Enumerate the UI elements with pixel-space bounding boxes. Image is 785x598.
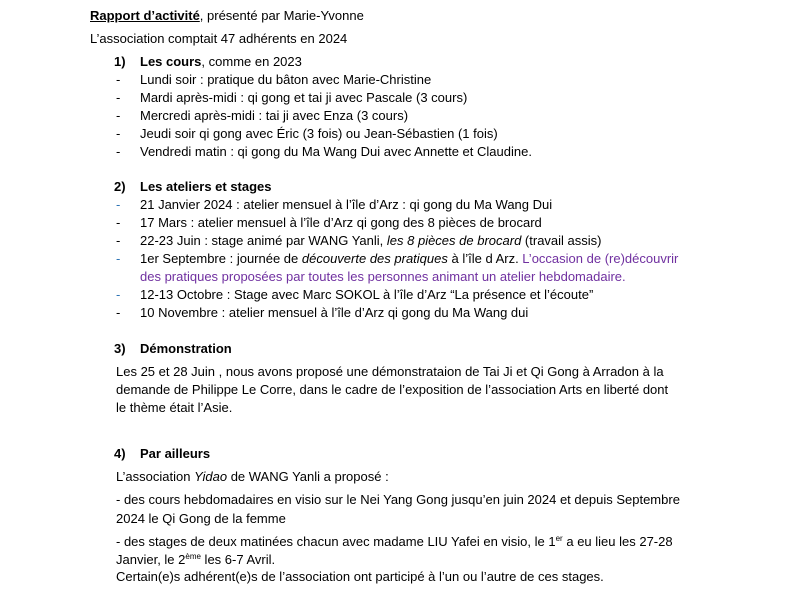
ailleurs-intro (116, 469, 389, 485)
report-header-line (90, 8, 364, 24)
section-heading-cours-suffix: , comme en 2023 (201, 54, 302, 69)
section-heading-ailleurs: Par ailleurs (140, 446, 211, 461)
bullet-dash: - (116, 233, 121, 248)
atelier-item (140, 233, 602, 249)
atelier-item-highlight: L’occasion de (re)découvrir (522, 251, 679, 266)
ailleurs-intro-text: L’association (116, 469, 195, 484)
ailleurs-text: les 6-7 Avril. (200, 552, 276, 567)
demonstration-text-line: demande de Philippe Le Corre, dans le cadre de l’exposition de l’association Arts en liberté dont (116, 382, 669, 397)
section-heading-cours-label: Les cours (140, 54, 202, 69)
ailleurs-text: - des stages de deux matinées chacun avec madame LIU Yafei en visio, le 1 (116, 534, 556, 549)
atelier-item-text: 1er Septembre : journée de (140, 251, 302, 266)
ailleurs-paragraph-line: Certain(e)s adhérent(e)s de l’association ont participé à l’un ou l’autre de ces stages. (116, 569, 604, 584)
report-presenter: , présenté par Marie-Yvonne (199, 8, 364, 23)
ailleurs-paragraph-line: 2024 le Qi Gong de la femme (116, 511, 286, 526)
ailleurs-paragraph-line (116, 552, 275, 568)
bullet-dash: - (116, 72, 121, 87)
section-heading-demonstration: Démonstration (140, 341, 232, 356)
ailleurs-superscript: er (555, 534, 563, 543)
bullet-dash: - (116, 251, 121, 266)
bullet-dash: - (116, 215, 121, 230)
atelier-item: 21 Janvier 2024 : atelier mensuel à l’île d’Arz : qi gong du Ma Wang Dui (140, 197, 553, 212)
bullet-dash: - (116, 287, 121, 302)
bullet-dash: - (116, 108, 121, 123)
ailleurs-text: a eu lieu les 27-28 (562, 534, 673, 549)
ailleurs-superscript: ème (185, 552, 201, 561)
atelier-item: 10 Novembre : atelier mensuel à l’île d’Arz qi gong du Ma Wang dui (140, 305, 529, 320)
ailleurs-intro-italic: Yidao (194, 469, 228, 484)
cours-item: Vendredi matin : qi gong du Ma Wang Dui avec Annette et Claudine. (140, 144, 532, 159)
demonstration-text-line: le thème était l’Asie. (116, 400, 233, 415)
section-heading-cours (140, 54, 302, 70)
atelier-item-text: 22-23 Juin : stage animé par WANG Yanli, (140, 233, 387, 248)
bullet-dash: - (116, 197, 121, 212)
ailleurs-paragraph-line (116, 534, 673, 550)
section-number-cours: 1) (114, 54, 126, 69)
atelier-item: 12-13 Octobre : Stage avec Marc SOKOL à l’île d’Arz “La présence et l’écoute” (140, 287, 594, 302)
atelier-item (140, 251, 678, 267)
atelier-item-text: à l’île d Arz. (447, 251, 523, 266)
ailleurs-intro-text: de WANG Yanli a proposé : (227, 469, 389, 484)
atelier-item-highlight-continued: des pratiques proposées par toutes les personnes animant un atelier hebdomadaire. (140, 269, 626, 284)
section-number-ailleurs: 4) (114, 446, 126, 461)
section-number-demonstration: 3) (114, 341, 126, 356)
members-count-line: L’association comptait 47 adhérents en 2024 (90, 31, 348, 46)
atelier-item-italic: les 8 pièces de brocard (386, 233, 522, 248)
bullet-dash: - (116, 305, 121, 320)
atelier-item-italic: découverte des pratiques (301, 251, 448, 266)
report-title: Rapport d’activité (90, 8, 200, 23)
bullet-dash: - (116, 144, 121, 159)
bullet-dash: - (116, 90, 121, 105)
ailleurs-paragraph-line: - des cours hebdomadaires en visio sur le Nei Yang Gong jusqu’en juin 2024 et depuis Septembre (116, 492, 680, 507)
demonstration-text-line: Les 25 et 28 Juin , nous avons proposé une démonstrataion de Tai Ji et Qi Gong à Arradon à la (116, 364, 664, 379)
cours-item: Mardi après-midi : qi gong et tai ji avec Pascale (3 cours) (140, 90, 468, 105)
ailleurs-text: Janvier, le 2 (116, 552, 186, 567)
atelier-item-text: (travail assis) (521, 233, 602, 248)
section-heading-ateliers: Les ateliers et stages (140, 179, 272, 194)
cours-item: Jeudi soir qi gong avec Éric (3 fois) ou Jean-Sébastien (1 fois) (140, 126, 498, 141)
atelier-item: 17 Mars : atelier mensuel à l’île d’Arz qi gong des 8 pièces de brocard (140, 215, 542, 230)
bullet-dash: - (116, 126, 121, 141)
cours-item: Mercredi après-midi : tai ji avec Enza (3 cours) (140, 108, 409, 123)
section-number-ateliers: 2) (114, 179, 126, 194)
cours-item: Lundi soir : pratique du bâton avec Marie-Christine (140, 72, 432, 87)
